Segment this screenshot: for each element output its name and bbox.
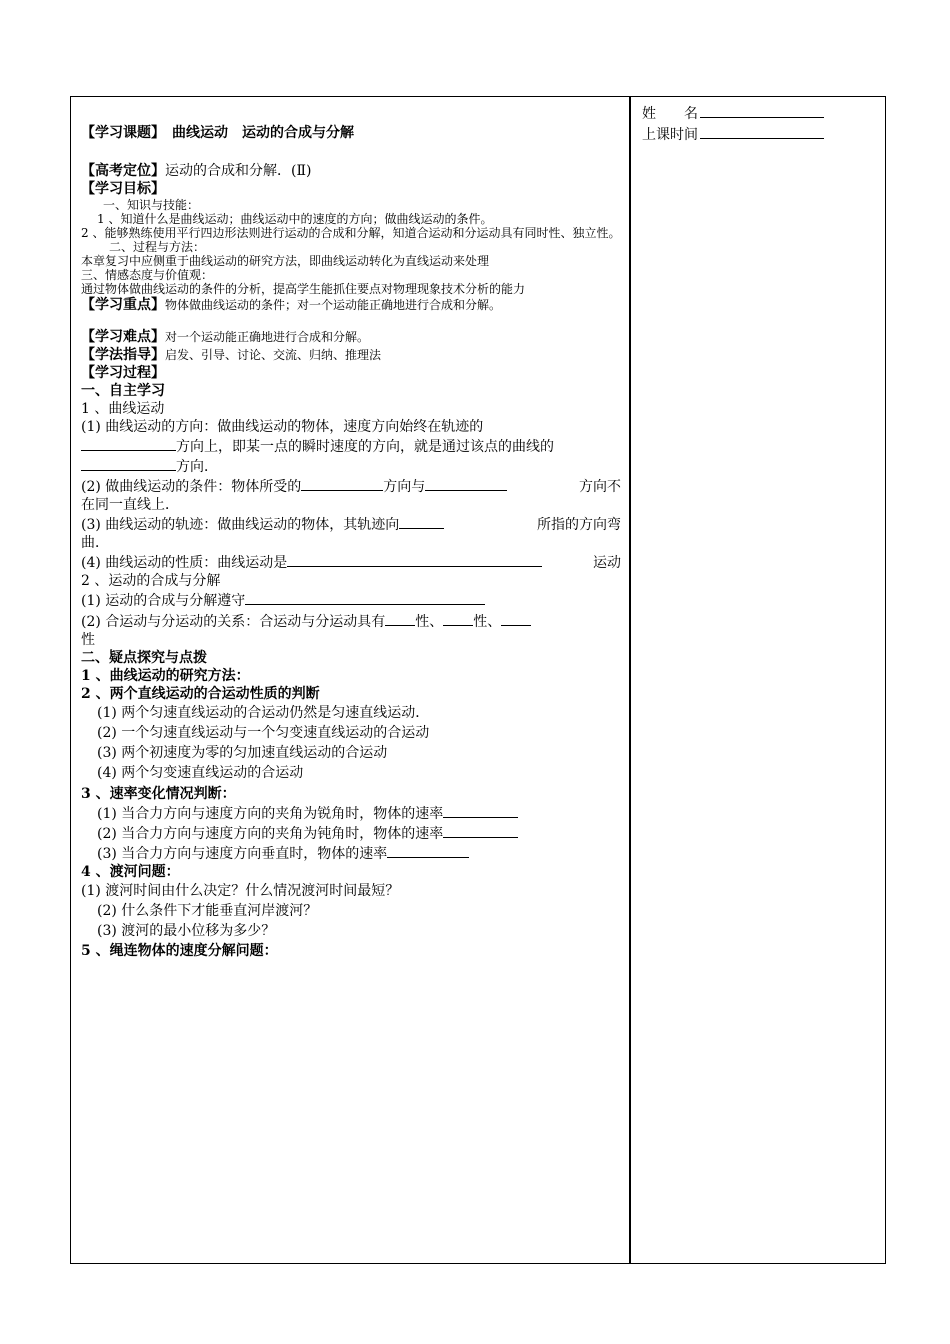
s2-3-3: (3) 当合力方向与速度方向垂直时，物体的速率 — [97, 846, 388, 862]
method-label: 【学法指导】 — [81, 347, 165, 363]
key-label: 【学习重点】 — [81, 297, 165, 313]
blank[interactable] — [443, 823, 518, 838]
s2-4-2: (2) 什么条件下才能垂直河岸渡河？ — [97, 903, 318, 919]
blank[interactable] — [399, 514, 444, 529]
diff-text: 对一个运动能正确地进行合成和分解。 — [165, 330, 370, 344]
goal-1-1: 1 、知道什么是曲线运动；曲线运动中的速度的方向；做曲线运动的条件。 — [97, 212, 493, 226]
s2-2: 2 、两个直线运动的合运动性质的判断 — [81, 686, 320, 702]
goal-3-text: 通过物体做曲线运动的条件的分析，提高学生能抓住要点对物理现象技术分析的能力 — [81, 282, 526, 296]
exam-position — [81, 162, 621, 180]
s1-1-1c-row — [81, 456, 621, 476]
blank[interactable] — [385, 611, 415, 626]
s2-2-4: (4) 两个匀变速直线运动的合运动 — [97, 765, 304, 781]
s1-1-3a: (3) 曲线运动的轨迹：做曲线运动的物体，其轨迹向 — [81, 517, 400, 533]
topic-label: 【学习课题】 — [81, 125, 158, 141]
blank[interactable] — [245, 590, 485, 605]
blank[interactable] — [81, 436, 176, 451]
s1-1-4a: (4) 曲线运动的性质：曲线运动是 — [81, 555, 288, 571]
exam-label: 【高考定位】 — [81, 163, 165, 179]
s2-4-3: (3) 渡河的最小位移为多少？ — [97, 923, 276, 939]
blank[interactable] — [443, 803, 518, 818]
s2-3-3-row — [81, 843, 621, 863]
s2-4: 4 、渡河问题： — [81, 864, 180, 880]
method-text: 启发、引导、讨论、交流、归纳、推理法 — [165, 348, 382, 362]
name-field[interactable] — [700, 103, 824, 118]
s2-3-1-row — [81, 803, 621, 823]
s1-1-2-row — [81, 476, 621, 496]
s1-2-2a: (2) 合运动与分运动的关系：合运动与分运动具有 — [81, 614, 386, 630]
s1-1-2c: 方向不 — [579, 479, 621, 495]
s1-1-1b: 方向上，即某一点的瞬时速度的方向，就是通过该点的曲线的 — [176, 439, 554, 455]
s2-1: 1 、曲线运动的研究方法： — [81, 668, 250, 684]
s1-1-2b: 方向与 — [383, 479, 426, 495]
s1-2-2b: 性、 — [415, 614, 444, 630]
s1-1-1c: 方向． — [176, 459, 218, 475]
s1-1-3c: 曲． — [81, 535, 109, 551]
s1-1-1b-row — [81, 436, 621, 456]
s2-3-2-row — [81, 823, 621, 843]
s2-4-1: (1) 渡河时间由什么决定？什么情况渡河时间最短？ — [81, 883, 400, 899]
s1-1-4-row — [81, 552, 621, 572]
s1-2: 2 、运动的合成与分解 — [81, 573, 221, 589]
blank[interactable] — [443, 611, 473, 626]
section-1-heading: 一、自主学习 — [81, 383, 165, 399]
s1-1-2a: (2) 做曲线运动的条件：物体所受的 — [81, 479, 302, 495]
student-info-column — [642, 103, 878, 145]
s1-1-1a: (1) 曲线运动的方向：做曲线运动的物体，速度方向始终在轨迹的 — [81, 419, 484, 435]
s1-2-1: (1) 运动的合成与分解遵守 — [81, 593, 246, 609]
s1-1-3b: 所指的方向弯 — [537, 517, 621, 533]
s1-2-2d: 性 — [81, 632, 95, 648]
s1-2-1-row — [81, 590, 621, 611]
blank[interactable] — [81, 456, 176, 471]
s2-2-3: (3) 两个初速度为零的匀加速直线运动的合运动 — [97, 745, 388, 761]
exam-text: 运动的合成和分解．(Ⅱ) — [165, 163, 312, 179]
s1-1: 1 、曲线运动 — [81, 401, 165, 417]
s2-2-2: (2) 一个匀速直线运动与一个匀变速直线运动的合运动 — [97, 725, 430, 741]
goal-2-text: 本章复习中应侧重于曲线运动的研究方法，即曲线运动转化为直线运动来处理 — [81, 254, 490, 268]
goal-1-2: 2 、能够熟练使用平行四边形法则进行运动的合成和分解，知道合运动和分运动具有同时性、独立性。 — [81, 226, 621, 240]
s1-2-2c: 性、 — [473, 614, 502, 630]
time-field[interactable] — [700, 124, 824, 139]
diff-label: 【学习难点】 — [81, 329, 165, 345]
method-guide — [81, 346, 621, 364]
s2-3: 3 、速率变化情况判断： — [81, 786, 236, 802]
s2-3-2: (2) 当合力方向与速度方向的夹角为钝角时，物体的速率 — [97, 826, 444, 842]
name-label: 姓 名 — [642, 106, 698, 122]
topic-text: 曲线运动 运动的合成与分解 — [158, 125, 354, 141]
blank[interactable] — [425, 476, 507, 491]
blank[interactable] — [301, 476, 383, 491]
process-label: 【学习过程】 — [81, 365, 165, 381]
s1-2-2-row — [81, 611, 621, 631]
goal-3-head: 三、情感态度与价值观： — [81, 268, 214, 282]
difficulty — [81, 328, 621, 346]
goal-2-head: 二、过程与方法： — [109, 240, 206, 254]
s1-1-3-row — [81, 514, 621, 534]
goal-label: 【学习目标】 — [81, 181, 165, 197]
goal-1-head: 一、知识与技能： — [103, 198, 200, 212]
s1-1-4b: 运动 — [593, 555, 621, 571]
key-point — [81, 296, 621, 314]
s1-1-2d: 在同一直线上． — [81, 497, 179, 513]
key-text: 物体做曲线运动的条件；对一个运动能正确地进行合成和分解。 — [165, 298, 502, 312]
name-row — [642, 103, 878, 124]
topic-heading — [81, 124, 621, 142]
blank[interactable] — [501, 611, 531, 626]
time-label: 上课时间 — [642, 127, 698, 143]
time-row — [642, 124, 878, 145]
column-divider — [629, 96, 631, 1264]
s2-2-1: (1) 两个匀速直线运动的合运动仍然是匀速直线运动． — [97, 705, 430, 721]
blank[interactable] — [287, 552, 542, 567]
lesson-content — [81, 124, 621, 961]
s2-3-1: (1) 当合力方向与速度方向的夹角为锐角时，物体的速率 — [97, 806, 444, 822]
s2-5: 5 、绳连物体的速度分解问题： — [81, 943, 278, 959]
section-2-heading: 二、疑点探究与点拨 — [81, 650, 207, 666]
blank[interactable] — [387, 843, 469, 858]
